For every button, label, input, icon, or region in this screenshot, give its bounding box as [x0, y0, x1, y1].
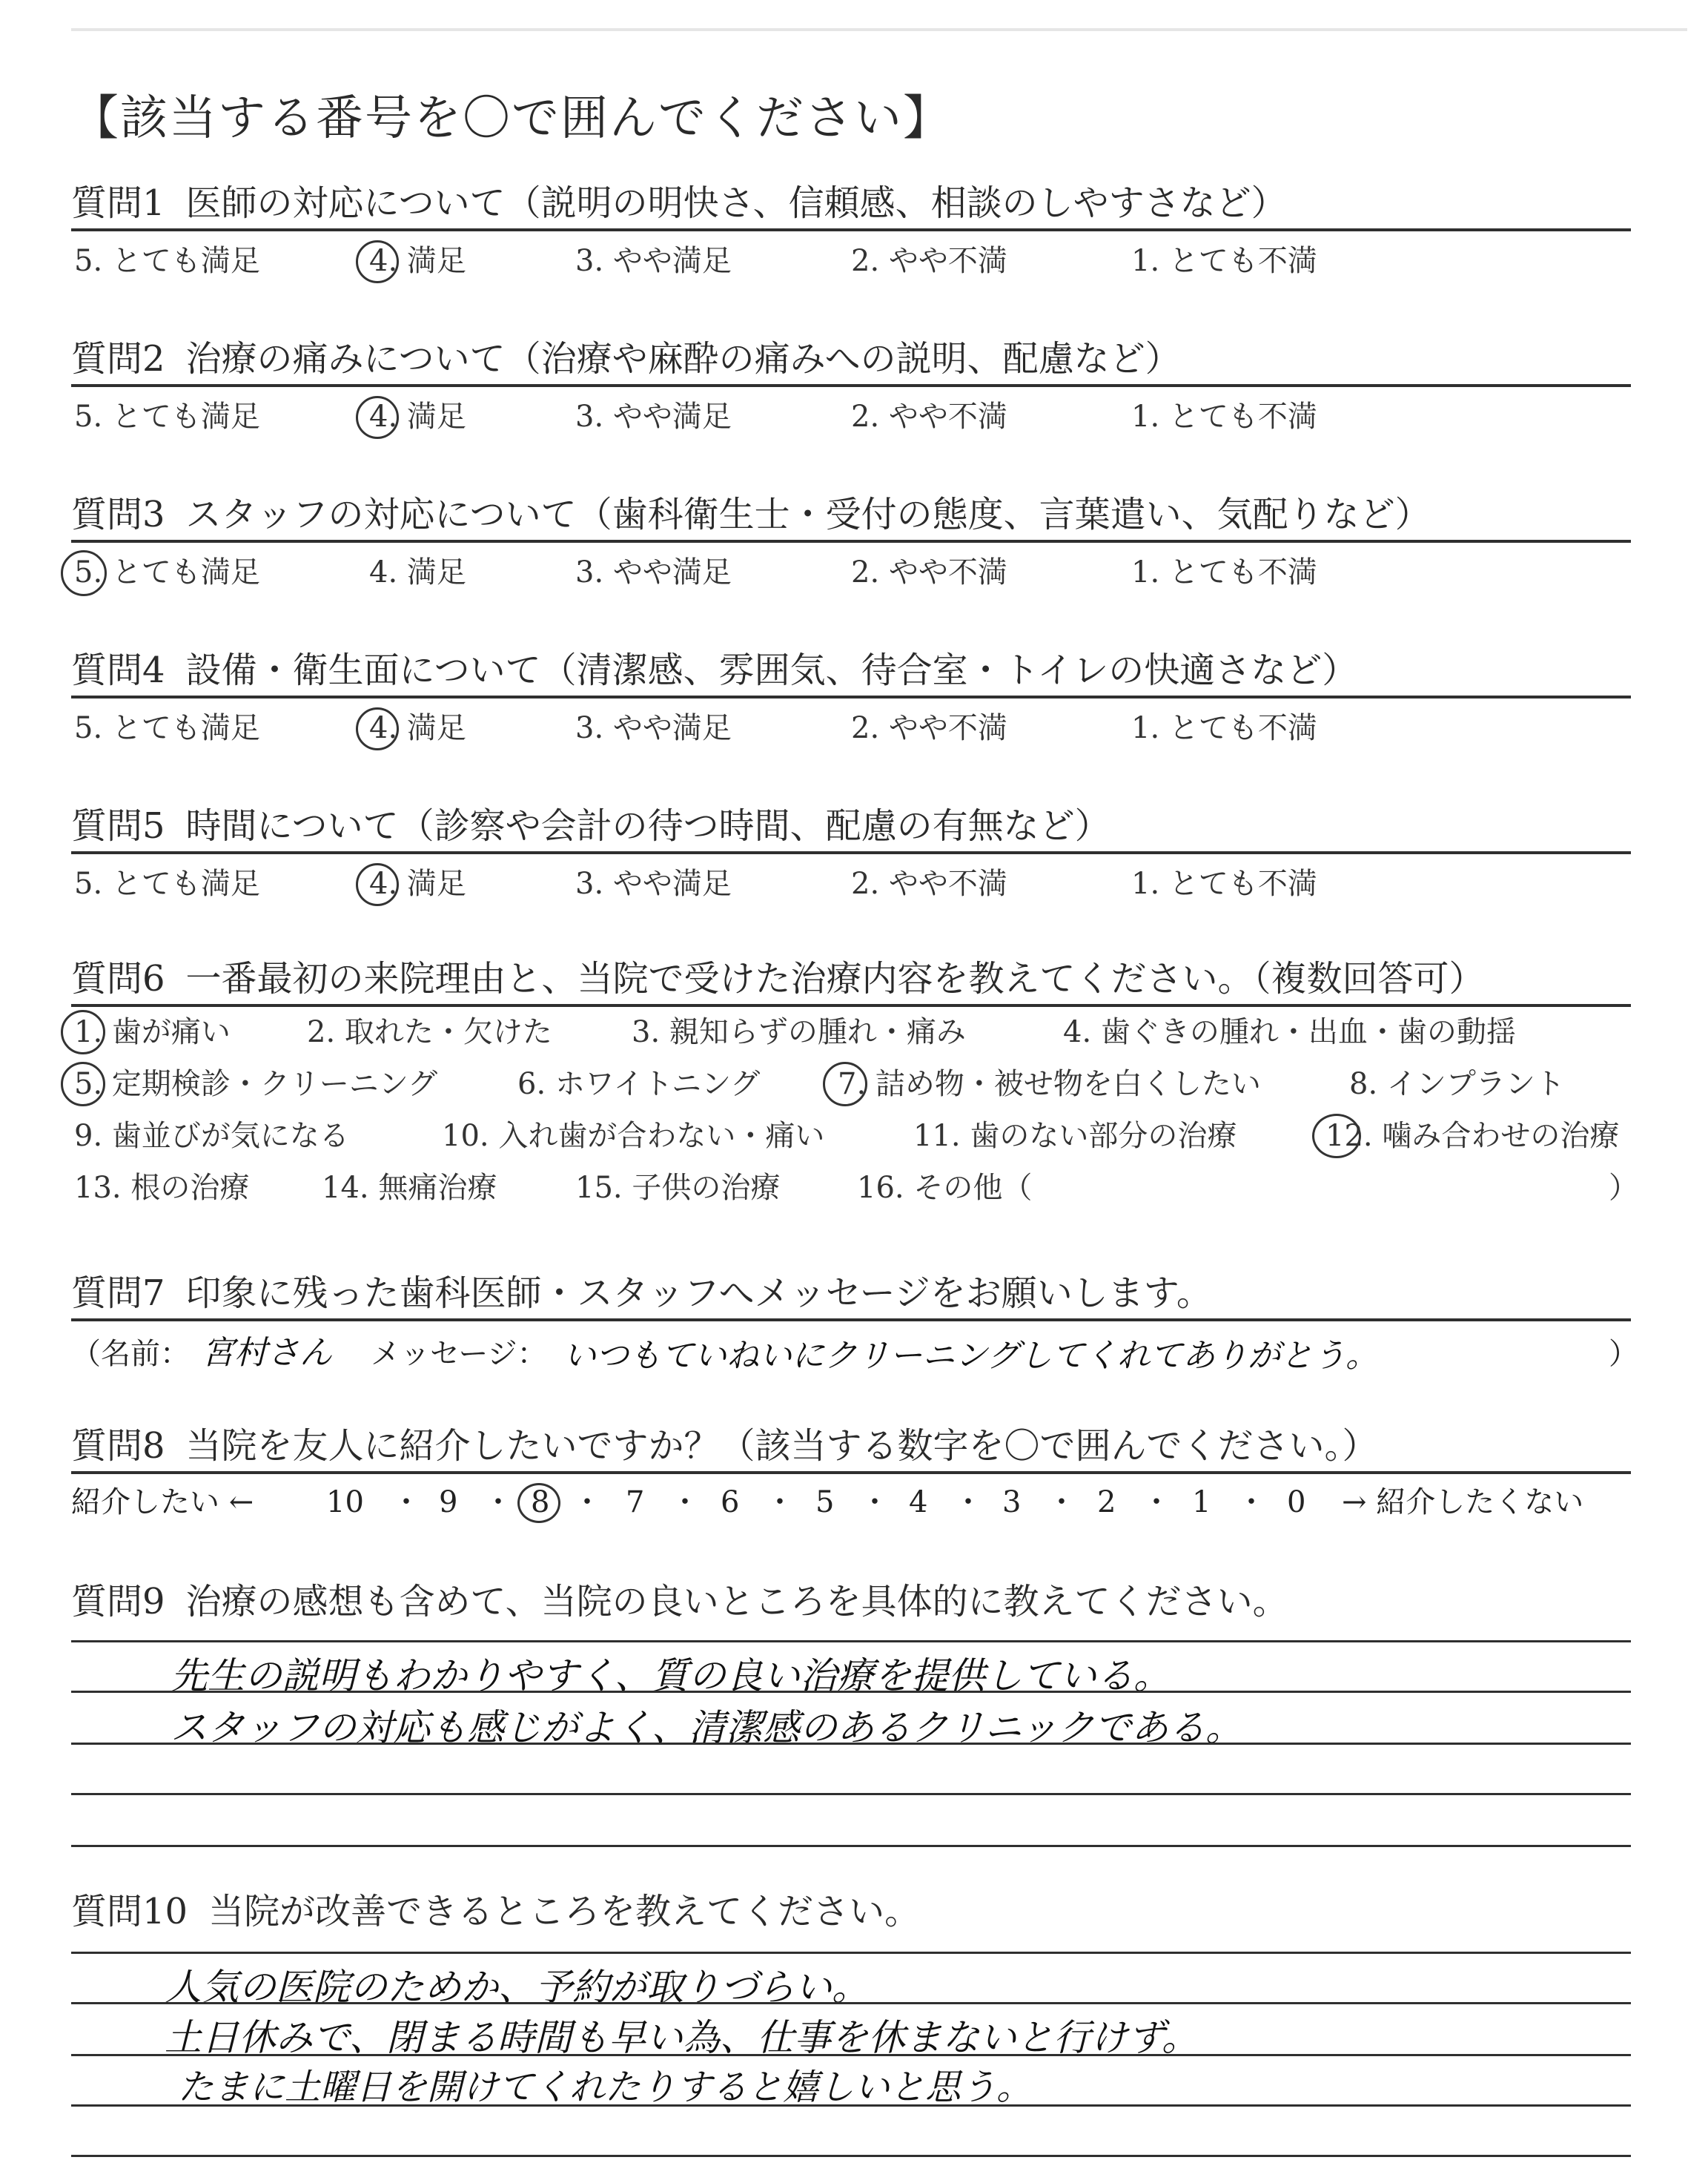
- question-1-rule: [71, 228, 1631, 231]
- question-text: 設備・衛生面について（清潔感、雰囲気、待合室・トイレの快適さなど）: [185, 650, 1358, 691]
- rating-option-5[interactable]: 5. とても満足: [74, 244, 260, 278]
- question-2-options: [71, 394, 1628, 439]
- question-number: 質問3: [71, 494, 165, 535]
- message-label: メッセージ：: [371, 1337, 547, 1371]
- rating-option-4[interactable]: 4. 満足: [369, 555, 466, 589]
- question-9: [71, 1578, 1628, 1625]
- recommend-scale: [71, 1480, 1628, 1525]
- question-3-options: [71, 550, 1628, 595]
- rating-options: [71, 394, 1631, 439]
- answer-line: [71, 1743, 1631, 1745]
- question-text: 当院が改善できるところを教えてください。: [208, 1891, 921, 1932]
- selection-circle: [61, 550, 107, 596]
- question-8: [71, 1422, 1628, 1470]
- name-label: （名前：: [71, 1337, 190, 1371]
- question-text: 一番最初の来院理由と、当院で受けた治療内容を教えてください。（複数回答可）: [185, 958, 1485, 1000]
- question-number: 質問4: [71, 650, 165, 691]
- scale-dot: ・: [572, 1485, 602, 1519]
- rating-options: [71, 239, 1631, 283]
- other-close-paren: ）: [1609, 1171, 1638, 1205]
- rating-option-1[interactable]: 1. とても不満: [1131, 400, 1317, 434]
- question-2: [71, 335, 1628, 383]
- question-6-options: [71, 1010, 1638, 1232]
- answer-text-line-1[interactable]: 先生の説明もわかりやすく、質の良い治療を提供している。: [171, 1654, 1171, 1697]
- rating-option-2[interactable]: 2. やや不満: [851, 400, 1007, 434]
- question-text: 印象に残った歯科医師・スタッフへメッセージをお願いします。: [185, 1272, 1212, 1314]
- rating-option-4[interactable]: 4. 満足: [369, 400, 466, 434]
- question-1-options: [71, 239, 1628, 283]
- option-row-2: [71, 1062, 1631, 1106]
- scale-value-5[interactable]: 5: [815, 1485, 835, 1519]
- question-number: 質問5: [71, 805, 165, 847]
- scale-value-7[interactable]: 7: [626, 1485, 645, 1519]
- rating-options: [71, 550, 1631, 595]
- treatment-option-5[interactable]: 5. 定期検診・クリーニング: [74, 1067, 438, 1101]
- top-edge-line: [71, 28, 1687, 31]
- treatment-option-14[interactable]: 14. 無痛治療: [322, 1171, 497, 1205]
- answer-line: [71, 1640, 1631, 1642]
- selection-circle: [517, 1483, 560, 1523]
- question-text: 時間について（診察や会計の待つ時間、配慮の有無など）: [185, 805, 1110, 847]
- rating-option-5[interactable]: 5. とても満足: [74, 555, 260, 589]
- rating-option-5[interactable]: 5. とても満足: [74, 711, 260, 745]
- answer-text-line-2[interactable]: スタッフの対応も感じがよく、清潔感のあるクリニックである。: [171, 1706, 1242, 1749]
- rating-option-1[interactable]: 1. とても不満: [1131, 244, 1317, 278]
- question-title: [71, 1422, 1628, 1470]
- question-number: 質問9: [71, 1581, 165, 1622]
- selection-circle: [356, 396, 399, 439]
- answer-line: [71, 2155, 1631, 2157]
- question-5-options: [71, 862, 1628, 906]
- scale-dot: ・: [1237, 1485, 1266, 1519]
- rating-option-2[interactable]: 2. やや不満: [851, 867, 1007, 901]
- question-number: 質問2: [71, 338, 165, 380]
- question-8-rule: [71, 1471, 1631, 1474]
- rating-option-3[interactable]: 3. やや満足: [575, 400, 732, 434]
- treatment-option-4[interactable]: 4. 歯ぐきの腫れ・出血・歯の動揺: [1063, 1015, 1516, 1049]
- rating-option-3[interactable]: 3. やや満足: [575, 555, 732, 589]
- answer-line: [71, 1793, 1631, 1795]
- treatment-option-16[interactable]: 16. その他（: [857, 1171, 1033, 1205]
- question-4: [71, 647, 1628, 694]
- form-header: 【該当する番号を〇で囲んでください】: [71, 91, 952, 146]
- rating-option-2[interactable]: 2. やや不満: [851, 555, 1007, 589]
- treatment-option-3[interactable]: 3. 親知らずの腫れ・痛み: [632, 1015, 966, 1049]
- question-5: [71, 802, 1628, 850]
- rating-option-1[interactable]: 1. とても不満: [1131, 711, 1317, 745]
- scale-value-4[interactable]: 4: [909, 1485, 928, 1519]
- selection-circle: [823, 1062, 867, 1106]
- scale-dot: ・: [860, 1485, 890, 1519]
- question-7: [71, 1269, 1628, 1317]
- treatment-option-12[interactable]: 12. 噛み合わせの治療: [1325, 1119, 1620, 1153]
- rating-option-5[interactable]: 5. とても満足: [74, 867, 260, 901]
- question-6: [71, 955, 1628, 1003]
- question-title: [71, 1888, 1628, 1935]
- scale-dot: ・: [765, 1485, 795, 1519]
- question-2-rule: [71, 384, 1631, 387]
- scale-dot: ・: [391, 1485, 421, 1519]
- question-number: 質問7: [71, 1272, 165, 1314]
- selection-circle: [356, 863, 399, 906]
- question-number: 質問1: [71, 182, 165, 224]
- question-number: 質問6: [71, 958, 165, 1000]
- question-text: 医師の対応について（説明の明快さ、信頼感、相談のしやすさなど）: [185, 182, 1287, 224]
- rating-option-1[interactable]: 1. とても不満: [1131, 867, 1317, 901]
- question-number: 質問8: [71, 1425, 165, 1467]
- treatment-option-6[interactable]: 6. ホワイトニング: [517, 1067, 761, 1101]
- scale-dot: ・: [1047, 1485, 1076, 1519]
- answer-line: [71, 1691, 1631, 1693]
- answer-line: [71, 1952, 1631, 1954]
- question-title: [71, 955, 1628, 1003]
- message-row: [71, 1324, 1638, 1376]
- selection-circle: [61, 1062, 105, 1106]
- question-3: [71, 491, 1628, 538]
- question-7-rule: [71, 1318, 1631, 1321]
- answer-line: [71, 1845, 1631, 1847]
- treatment-option-10[interactable]: 10. 入れ歯が合わない・痛い: [442, 1119, 825, 1153]
- question-title: [71, 179, 1628, 227]
- rating-option-5[interactable]: 5. とても満足: [74, 400, 260, 434]
- question-text: 治療の痛みについて（治療や麻酔の痛みへの説明、配慮など）: [185, 338, 1181, 380]
- question-title: [71, 647, 1628, 694]
- question-1: [71, 179, 1628, 227]
- scale-value-2[interactable]: 2: [1097, 1485, 1116, 1519]
- option-row-3: [71, 1114, 1631, 1158]
- question-title: [71, 491, 1628, 538]
- rating-option-2[interactable]: 2. やや不満: [851, 244, 1007, 278]
- question-text: 治療の感想も含めて、当院の良いところを具体的に教えてください。: [185, 1581, 1288, 1622]
- rating-option-3[interactable]: 3. やや満足: [575, 711, 732, 745]
- message-value[interactable]: いつもていねいにクリーニングしてくれてありがとう。: [563, 1337, 1379, 1375]
- selection-circle: [1312, 1114, 1361, 1158]
- question-6-rule: [71, 1004, 1631, 1007]
- rating-option-1[interactable]: 1. とても不満: [1131, 555, 1317, 589]
- treatment-option-13[interactable]: 13. 根の治療: [74, 1171, 250, 1205]
- scale-right-label: → 紹介したくない: [1342, 1485, 1584, 1519]
- question-number: 質問10: [71, 1891, 188, 1932]
- rating-option-4[interactable]: 4. 満足: [369, 867, 466, 901]
- option-row-1: [71, 1010, 1631, 1054]
- scale-dot: ・: [1142, 1485, 1171, 1519]
- scale-value-3[interactable]: 3: [1002, 1485, 1022, 1519]
- question-text: 当院を友人に紹介したいですか？（該当する数字を〇で囲んでください。）: [185, 1425, 1378, 1467]
- question-10: [71, 1888, 1628, 1935]
- scale-value-8[interactable]: 8: [531, 1485, 550, 1519]
- scale-left-label: 紹介したい ←: [71, 1485, 254, 1519]
- improvement-line-1[interactable]: 人気の医院のためか、予約が取りづらい。: [165, 1966, 869, 2009]
- question-title: [71, 1578, 1628, 1625]
- answer-line: [71, 2002, 1631, 2004]
- rating-options: [71, 706, 1631, 750]
- rating-option-4[interactable]: 4. 満足: [369, 711, 466, 745]
- scale-value-9[interactable]: 9: [439, 1485, 458, 1519]
- question-title: [71, 802, 1628, 850]
- rating-option-4[interactable]: 4. 満足: [369, 244, 466, 278]
- selection-circle: [61, 1010, 105, 1054]
- rating-option-2[interactable]: 2. やや不満: [851, 711, 1007, 745]
- treatment-option-8[interactable]: 8. インプラント: [1349, 1067, 1565, 1101]
- improvement-line-2[interactable]: 土日休みで、閉まる時間も早い為、仕事を休まないと行けず。: [165, 2016, 1199, 2059]
- scale-value-6[interactable]: 6: [721, 1485, 740, 1519]
- scale-value-1[interactable]: 1: [1192, 1485, 1211, 1519]
- question-title: [71, 335, 1628, 383]
- scale-dot: ・: [953, 1485, 983, 1519]
- rating-option-3[interactable]: 3. やや満足: [575, 244, 732, 278]
- scale-value-0[interactable]: 0: [1287, 1485, 1306, 1519]
- question-5-rule: [71, 851, 1631, 854]
- treatment-option-9[interactable]: 9. 歯並びが気になる: [74, 1119, 349, 1153]
- answer-line: [71, 2054, 1631, 2056]
- answer-line: [71, 2104, 1631, 2107]
- treatment-option-15[interactable]: 15. 子供の治療: [575, 1171, 781, 1205]
- treatment-option-1[interactable]: 1. 歯が痛い: [74, 1015, 231, 1049]
- option-row-4: [71, 1166, 1638, 1210]
- selection-circle: [356, 240, 399, 283]
- selection-circle: [356, 707, 399, 750]
- question-text: スタッフの対応について（歯科衛生士・受付の態度、言葉遣い、気配りなど）: [185, 494, 1431, 535]
- scale-dot: ・: [670, 1485, 700, 1519]
- treatment-option-7[interactable]: 7. 詰め物・被せ物を白くしたい: [838, 1067, 1261, 1101]
- question-3-rule: [71, 540, 1631, 543]
- message-close-paren: ）: [1609, 1337, 1638, 1371]
- question-4-rule: [71, 696, 1631, 698]
- treatment-option-11[interactable]: 11. 歯のない部分の治療: [913, 1119, 1237, 1153]
- treatment-option-2[interactable]: 2. 取れた・欠けた: [307, 1015, 552, 1049]
- question-title: [71, 1269, 1628, 1317]
- name-value[interactable]: 宮村さん: [202, 1334, 332, 1372]
- improvement-line-3[interactable]: たまに土曜日を開けてくれたりすると嬉しいと思う。: [178, 2067, 1033, 2108]
- rating-options: [71, 862, 1631, 906]
- question-4-options: [71, 706, 1628, 750]
- rating-option-3[interactable]: 3. やや満足: [575, 867, 732, 901]
- scale-value-10[interactable]: 10: [326, 1485, 364, 1519]
- scale-dot: ・: [483, 1485, 513, 1519]
